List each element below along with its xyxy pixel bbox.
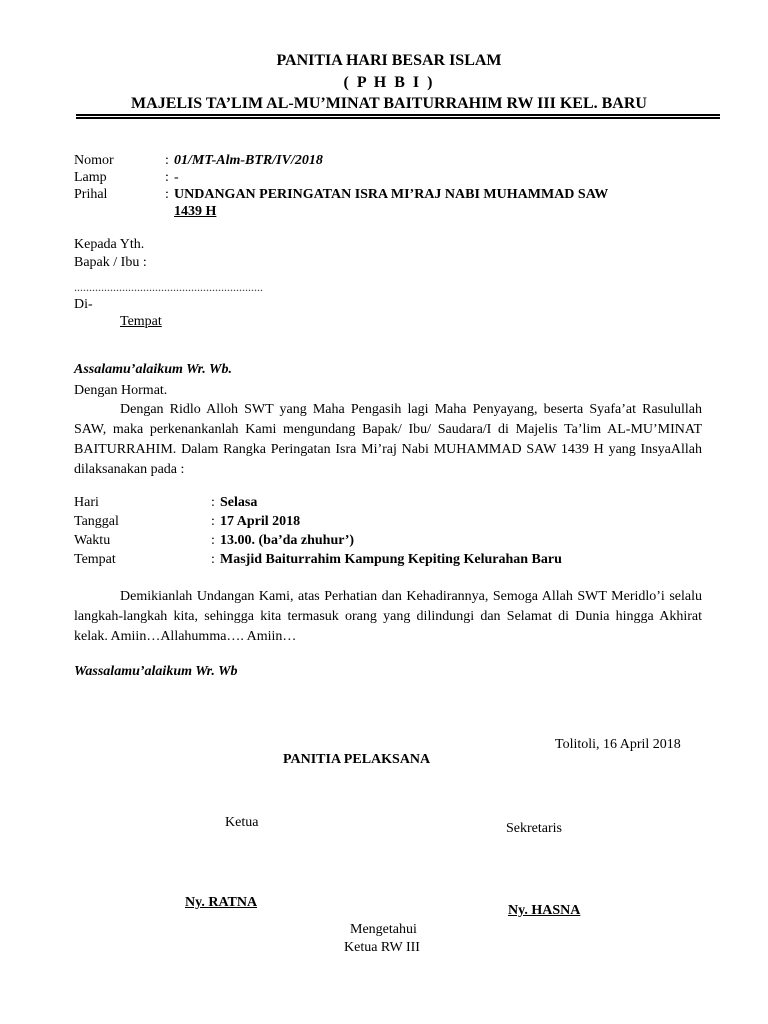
header-rule-bottom [76,117,720,119]
hari-colon: : [211,495,215,510]
header-rule-top [76,114,720,116]
nomor-colon: : [165,153,169,168]
majelis-name: MAJELIS TA’LIM AL-MU’MINAT BAITURRAHIM RW III KEL. BARU [131,95,647,112]
tempat-label: Tempat [74,552,116,567]
waktu-label: Waktu [74,533,111,548]
org-abbreviation: ( P H B I ) [343,74,435,91]
invitation-paragraph: Dengan Ridlo Alloh SWT yang Maha Pengasih lagi Maha Penyayang, beserta Syafa’at Rasulullah SAW, maka perkenankanlah Kami mengundang Bapak/ Ibu/ Saudara/I di Majelis Ta’lim AL-MU’MINAT BAITURRAHIM. Dalam Rangka Peringatan Isra Mi’raj Nabi MUHAMMAD SAW 1439 H yang InsyaAllah dilaksanakan pada : [74,402,702,477]
committee-title: PANITIA PELAKSANA [283,752,431,767]
lamp-value: - [174,170,179,185]
place-date: Tolitoli, 16 April 2018 [555,737,681,752]
waktu-value: 13.00. (ba’da zhuhur’) [220,533,355,548]
lamp-colon: : [165,170,169,185]
lamp-label: Lamp [74,170,107,185]
hari-value: Selasa [220,495,258,510]
di-label: Di- [74,297,93,312]
tempat-value: Masjid Baiturrahim Kampung Kepiting Kelurahan Baru [220,552,562,567]
waktu-colon: : [211,533,215,548]
tanggal-colon: : [211,514,215,529]
mengetahui-label: Mengetahui [350,922,417,937]
ketua-rw-title: Ketua RW III [344,940,420,955]
hari-label: Hari [74,495,99,510]
tempat-colon: : [211,552,215,567]
dengan-hormat: Dengan Hormat. [74,383,168,398]
salam-closing: Wassalamu’alaikum Wr. Wb [74,664,238,679]
sekretaris-name: Ny. HASNA [508,903,581,918]
kepada-yth: Kepada Yth. [74,237,145,252]
prihal-label: Prihal [74,187,108,202]
prihal-colon: : [165,187,169,202]
recipient-dotted-line: ............................................................... [74,280,263,294]
tanggal-label: Tanggal [74,514,119,529]
prihal-year: 1439 H [174,204,217,219]
tempat-placeholder: Tempat [120,314,162,329]
ketua-name: Ny. RATNA [185,895,258,910]
prihal-value: UNDANGAN PERINGATAN ISRA MI’RAJ NABI MUHAMMAD SAW [174,187,609,202]
org-name: PANITIA HARI BESAR ISLAM [276,52,502,69]
nomor-value: 01/MT-Alm-BTR/IV/2018 [174,153,323,168]
salam-opening: Assalamu’alaikum Wr. Wb. [74,362,232,377]
tanggal-value: 17 April 2018 [220,514,301,529]
ketua-title: Ketua [225,815,259,830]
nomor-label: Nomor [74,153,114,168]
sekretaris-title: Sekretaris [506,821,562,836]
closing-paragraph: Demikianlah Undangan Kami, atas Perhatian dan Kehadirannya, Semoga Allah SWT Meridlo’i selalu langkah-langkah kita, sehingga kita termasuk orang yang dilindungi dan Selamat di Dunia hingga Akhirat kelak. Amiin…Allahumma…. Amiin… [74,589,702,644]
bapak-ibu: Bapak / Ibu : [74,255,147,270]
